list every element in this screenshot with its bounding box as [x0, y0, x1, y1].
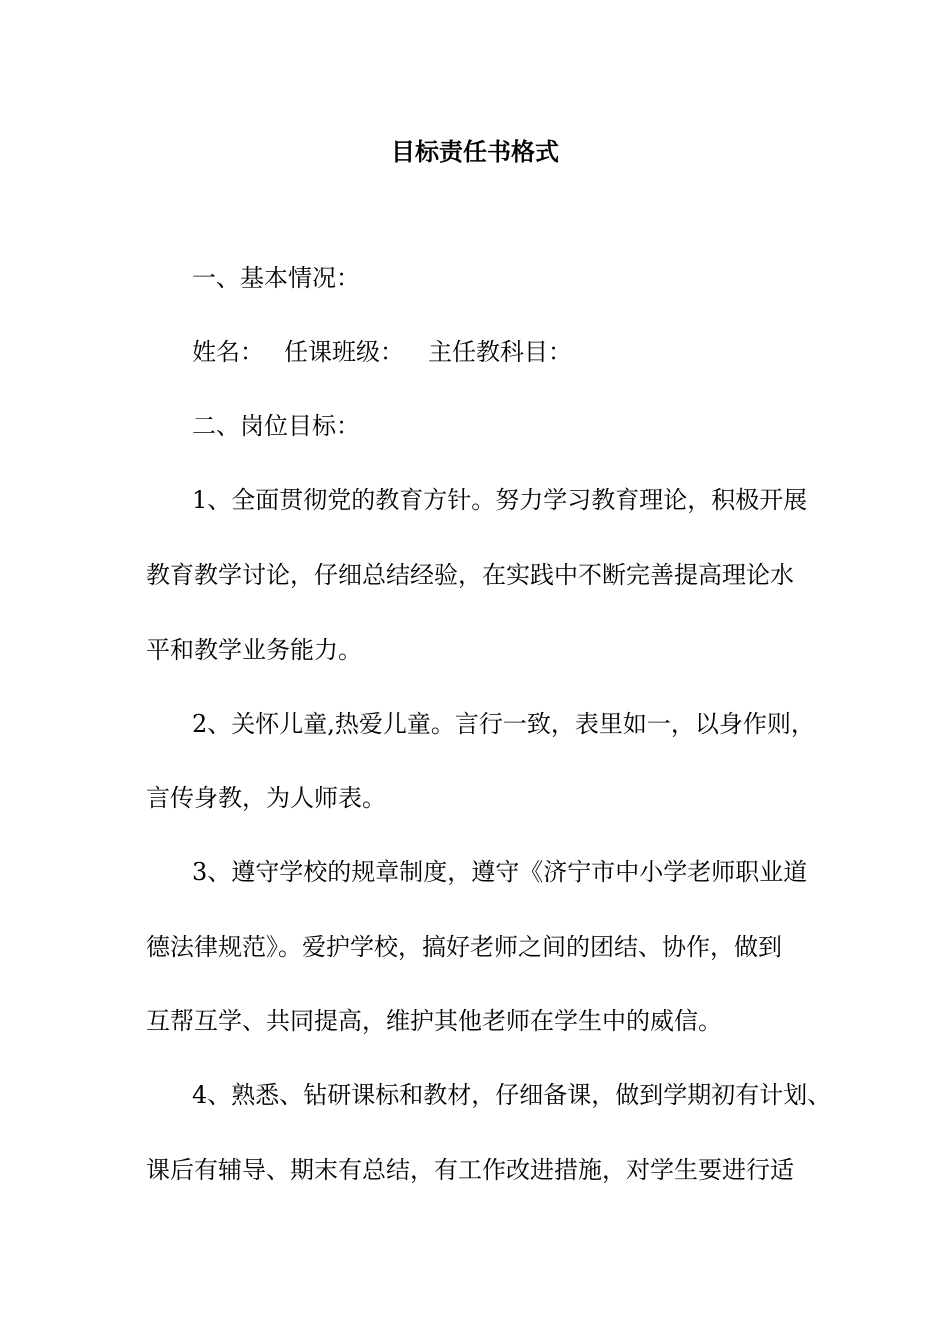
paragraph-line: 1、全面贯彻党的教育方针。努力学习教育理论，积极开展 [192, 486, 808, 514]
paragraph-line: 德法律规范》。爱护学校，搞好老师之间的团结、协作，做到 [146, 933, 782, 961]
section-heading-basic-info: 一、基本情况： [192, 264, 360, 292]
paragraph-line: 互帮互学、共同提高，维护其他老师在学生中的威信。 [146, 1007, 722, 1035]
section-heading-post-goals: 二、岗位目标： [192, 412, 360, 440]
class-label: 任课班级： [284, 338, 404, 366]
basic-info-row [192, 332, 572, 372]
paragraph-line: 2、关怀儿童,热爱儿童。言行一致，表里如一，以身作则， [192, 710, 815, 738]
paragraph-line: 4、熟悉、钻研课标和教材，仔细备课，做到学期初有计划、 [192, 1081, 832, 1109]
paragraph-line: 言传身教，为人师表。 [146, 784, 386, 812]
name-label: 姓名： [192, 338, 264, 366]
paragraph-line: 3、遵守学校的规章制度，遵守《济宁市中小学老师职业道 [192, 858, 808, 886]
paragraph-line: 教育教学讨论，仔细总结经验，在实践中不断完善提高理论水 [146, 561, 794, 589]
document-title: 目标责任书格式 [391, 137, 559, 166]
paragraph-line: 课后有辅导、期末有总结，有工作改进措施，对学生要进行适 [146, 1156, 794, 1184]
paragraph-line: 平和教学业务能力。 [146, 636, 362, 664]
subject-label: 主任教科目： [428, 338, 572, 366]
